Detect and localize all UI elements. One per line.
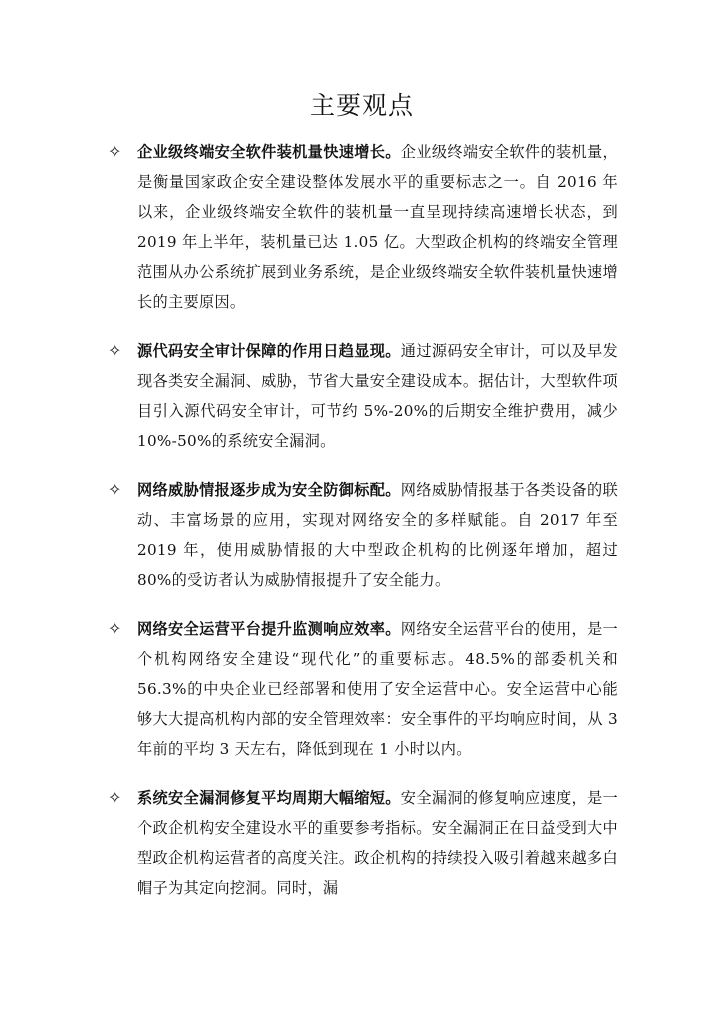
diamond-star-icon: ✧	[108, 341, 122, 360]
diamond-star-icon: ✧	[108, 788, 122, 807]
point-paragraph	[137, 336, 618, 456]
point-paragraph	[137, 137, 618, 317]
diamond-star-icon: ✧	[108, 142, 122, 161]
diamond-star-icon: ✧	[108, 619, 122, 638]
point-text: 通过源码安全审计，可以及早发现各类安全漏洞、威胁，节省大量安全建设成本。据估计，大型软件项目引入源代码安全审计，可节约 5%-20%的后期安全维护费用，减少 10%-50%的系统安全漏洞。	[137, 342, 619, 450]
point-lead: 源代码安全审计保障的作用日趋显现。	[137, 342, 401, 360]
point-paragraph	[137, 783, 618, 903]
point-paragraph	[137, 614, 618, 764]
list-item	[108, 137, 618, 317]
page-title: 主要观点	[309, 91, 414, 120]
list-item	[108, 336, 618, 456]
point-lead: 系统安全漏洞修复平均周期大幅缩短。	[137, 789, 401, 807]
point-text: 安全漏洞的修复响应速度，是一个政企机构安全建设水平的重要参考指标。安全漏洞正在日益受到大中型政企机构运营者的高度关注。政企机构的持续投入吸引着越来越多白帽子为其定向挖洞。同时，漏	[137, 789, 619, 897]
diamond-star-icon: ✧	[108, 480, 122, 499]
point-text: 网络安全运营平台的使用，是一个机构网络安全建设“现代化”的重要标志。48.5%的部委机关和 56.3%的中央企业已经部署和使用了安全运营中心。安全运营中心能够大大提高机构内部的安全管理效率：安全事件的平均响应时间，从 3 年前的平均 3 天左右，降低到现在 1 小时以内。	[137, 620, 619, 758]
point-paragraph	[137, 475, 618, 595]
point-lead: 企业级终端安全软件装机量快速增长。	[137, 143, 401, 161]
point-lead: 网络威胁情报逐步成为安全防御标配。	[137, 481, 401, 499]
point-text: 企业级终端安全软件的装机量，是衡量国家政企安全建设整体发展水平的重要标志之一。自 2016 年以来，企业级终端安全软件的装机量一直呈现持续高速增长状态，到 2019 年上半年，装机量已达 1.05 亿。大型政企机构的终端安全管理范围从办公系统扩展到业务系统，是企业级终端安全软件装机量快速增长的主要原因。	[137, 143, 619, 311]
point-text: 网络威胁情报基于各类设备的联动、丰富场景的应用，实现对网络安全的多样赋能。自 2017 年至 2019 年，使用威胁情报的大中型政企机构的比例逐年增加，超过 80%的受访者认为威胁情报提升了安全能力。	[137, 481, 619, 589]
key-points-list	[108, 137, 618, 922]
list-item	[108, 475, 618, 595]
point-lead: 网络安全运营平台提升监测响应效率。	[137, 620, 401, 638]
list-item	[108, 783, 618, 903]
list-item	[108, 614, 618, 764]
